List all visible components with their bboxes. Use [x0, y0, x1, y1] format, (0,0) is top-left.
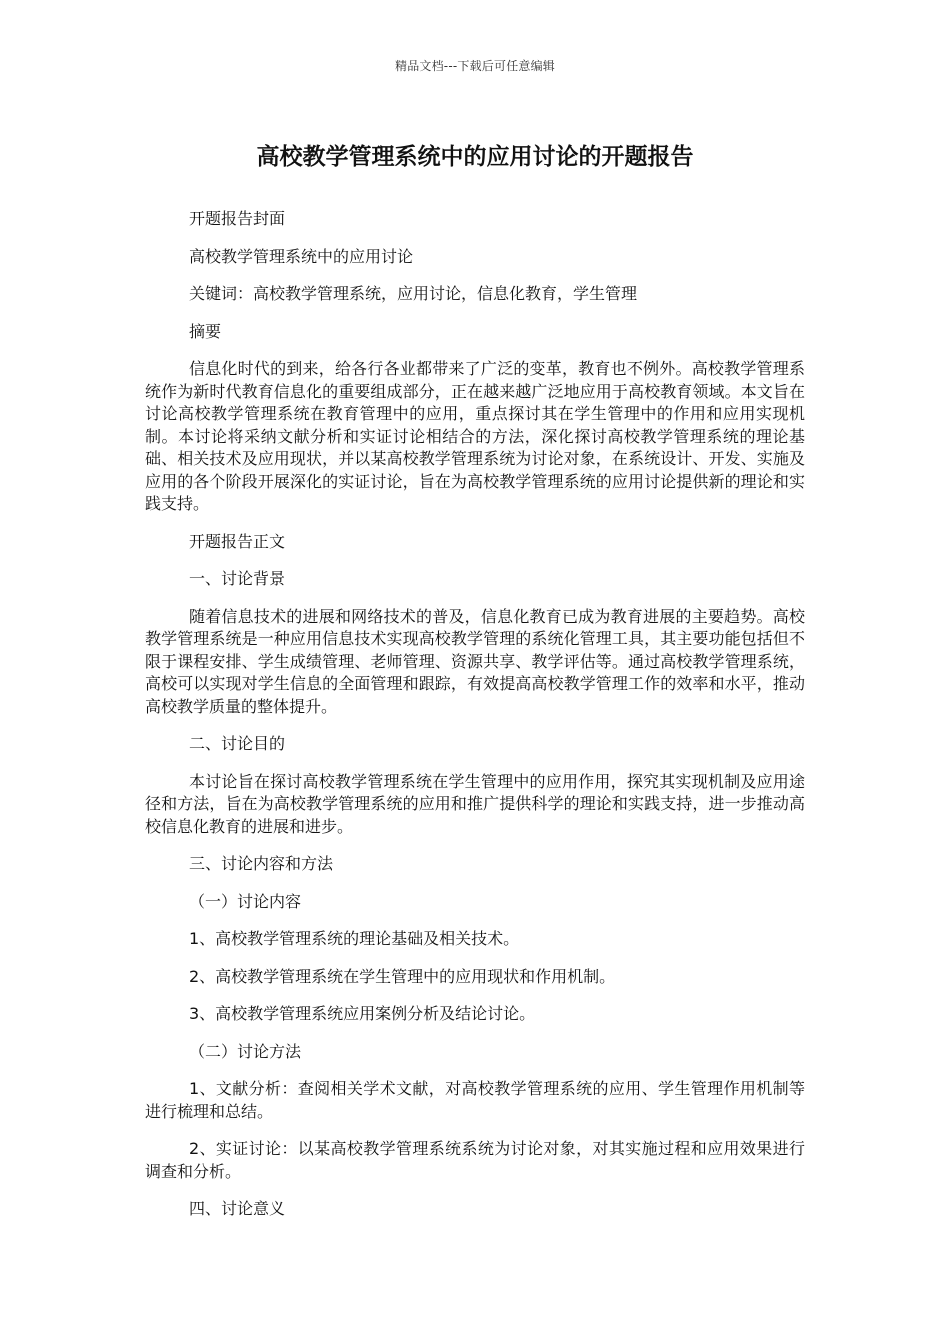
document-body [145, 208, 805, 1236]
paragraph-content-item-2: 2、高校教学管理系统在学生管理中的应用现状和作用机制。 [189, 966, 616, 986]
paragraph-method-item-1: 1、文献分析：查阅相关学术文献，对高校教学管理系统的应用、学生管理作用机制等进行梳理和总结。 [145, 1079, 805, 1121]
paragraph-content-item-3: 3、高校教学管理系统应用案例分析及结论讨论。 [189, 1004, 536, 1023]
paragraph-subsection-content-heading: （一）讨论内容 [189, 891, 302, 911]
paragraph-section-2: 本讨论旨在探讨高校教学管理系统在学生管理中的应用作用，探究其实现机制及应用途径和方法，旨在为高校教学管理系统的应用和推广提供科学的理论和实践支持，进一步推动高校信息化教育的进展和进步。 [145, 771, 805, 836]
paragraph-abstract: 信息化时代的到来，给各行各业都带来了广泛的变革，教育也不例外。高校教学管理系统作为新时代教育信息化的重要组成部分，正在越来越广泛地应用于高校教育领域。本文旨在讨论高校教学管理系统在教育管理中的应用，重点探讨其在学生管理中的作用和应用实现机制。本讨论将采纳文献分析和实证讨论相结合的方法，深化探讨高校教学管理系统的理论基础、相关技术及应用现状，并以某高校教学管理系统为讨论对象，在系统设计、开发、实施及应用的各个阶段开展深化的实证讨论，旨在为高校教学管理系统的应用讨论提供新的理论和实践支持。 [145, 359, 805, 513]
paragraph-section-1: 随着信息技术的进展和网络技术的普及，信息化教育已成为教育进展的主要趋势。高校教学管理系统是一种应用信息技术实现高校教学管理的系统化管理工具，其主要功能包括但不限于课程安排、学生成绩管理、老师管理、资源共享、教学评估等。通过高校教学管理系统，高校可以实现对学生信息的全面管理和跟踪，有效提高高校教学管理工作的效率和水平，推动高校教学质量的整体提升。 [145, 606, 805, 716]
paragraph-subsection-method-heading: （二）讨论方法 [189, 1041, 302, 1061]
document-title: 高校教学管理系统中的应用讨论的开题报告 [256, 144, 694, 170]
paragraph-section-1-heading: 一、讨论背景 [189, 569, 286, 588]
paragraph-method-item-2: 2、实证讨论：以某高校教学管理系统系统为讨论对象，对其实施过程和应用效果进行调查和分析。 [145, 1139, 805, 1181]
paragraph-topic: 高校教学管理系统中的应用讨论 [189, 246, 414, 266]
header-note: 精品文档---下载后可任意编辑 [395, 59, 555, 73]
paragraph-cover-heading: 开题报告封面 [189, 209, 286, 228]
paragraph-abstract-heading: 摘要 [189, 321, 222, 341]
paragraph-section-3-heading: 三、讨论内容和方法 [189, 854, 334, 873]
paragraph-keywords: 关键词：高校教学管理系统，应用讨论，信息化教育，学生管理 [189, 284, 638, 303]
paragraph-body-heading: 开题报告正文 [189, 531, 286, 551]
paragraph-section-4-heading: 四、讨论意义 [189, 1199, 286, 1218]
paragraph-section-2-heading: 二、讨论目的 [189, 734, 286, 753]
paragraph-content-item-1: 1、高校教学管理系统的理论基础及相关技术。 [189, 929, 520, 948]
